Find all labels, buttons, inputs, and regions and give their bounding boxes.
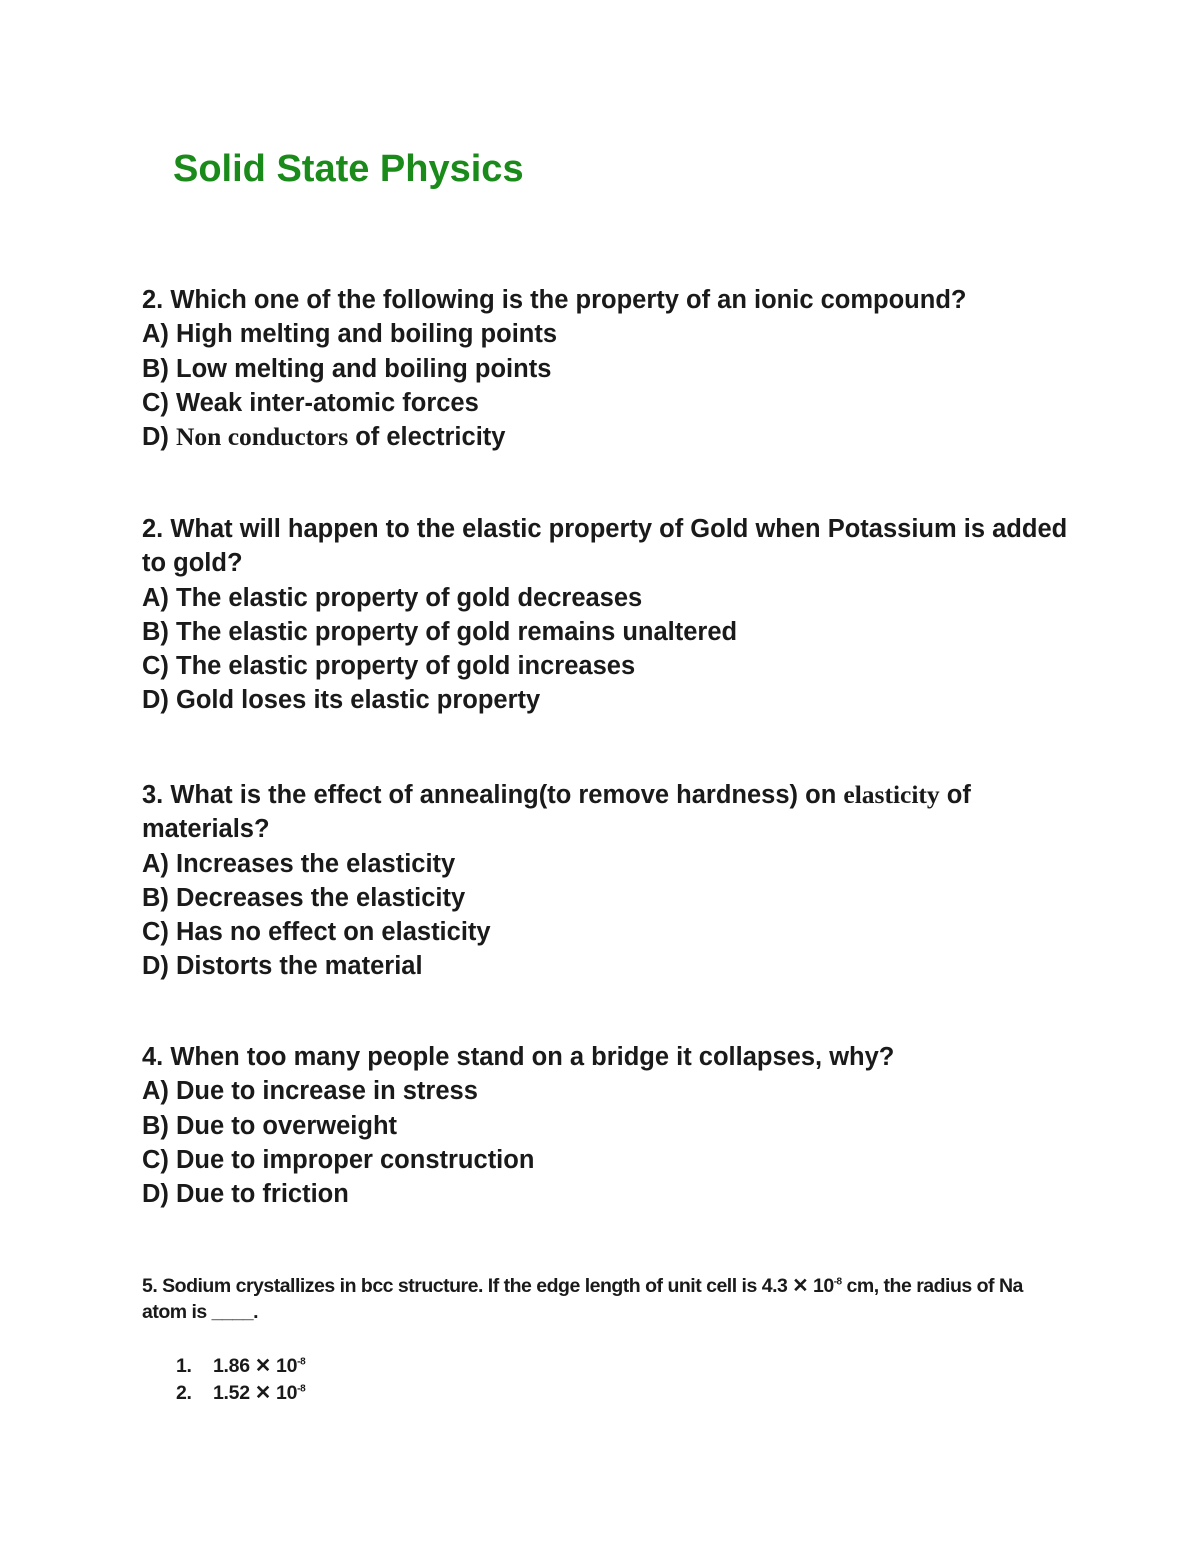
question-text bbox=[142, 778, 1072, 847]
question-2 bbox=[142, 512, 1072, 718]
question-text: 2. What will happen to the elastic property of Gold when Potassium is added to gold? bbox=[142, 515, 1068, 578]
list-value bbox=[213, 1380, 305, 1407]
option-a: A) Increases the elasticity bbox=[142, 849, 456, 878]
option-d: D) Due to friction bbox=[142, 1180, 349, 1209]
question-text-prefix: 3. What is the effect of annealing(to remove hardness) on bbox=[142, 781, 844, 809]
exponent: -8 bbox=[297, 1383, 306, 1395]
option-b: B) Low melting and boiling points bbox=[142, 354, 552, 383]
option-b: B) Decreases the elasticity bbox=[142, 883, 466, 912]
list-item bbox=[176, 1353, 305, 1380]
value-text: 1.52 ✕ 10 bbox=[213, 1382, 298, 1404]
option-a: A) Due to increase in stress bbox=[142, 1077, 478, 1106]
option-b: B) The elastic property of gold remains unaltered bbox=[142, 617, 738, 646]
question-1 bbox=[142, 283, 1072, 454]
answer-list bbox=[176, 1353, 305, 1407]
question-text-after: cm, the radius of Na atom is ____. bbox=[142, 1275, 1023, 1323]
page-title: Solid State Physics bbox=[173, 148, 524, 190]
list-number: 1. bbox=[176, 1355, 192, 1377]
list-number: 2. bbox=[176, 1382, 192, 1404]
option-d: D) Distorts the material bbox=[142, 952, 423, 981]
option-a: A) High melting and boiling points bbox=[142, 320, 558, 349]
option-c: C) Has no effect on elasticity bbox=[142, 918, 491, 947]
option-d bbox=[142, 420, 1072, 454]
question-text-suffix: of materials? bbox=[142, 781, 971, 844]
option-b: B) Due to overweight bbox=[142, 1111, 398, 1140]
exponent: -8 bbox=[833, 1276, 842, 1288]
option-d-suffix: of electricity bbox=[348, 423, 506, 452]
question-text bbox=[142, 1273, 1062, 1325]
option-c: C) Weak inter-atomic forces bbox=[142, 388, 479, 417]
list-value bbox=[213, 1353, 305, 1380]
option-c: C) The elastic property of gold increases bbox=[142, 652, 636, 681]
option-c: C) Due to improper construction bbox=[142, 1145, 535, 1174]
list-item bbox=[176, 1380, 305, 1407]
option-d-prefix: D) bbox=[142, 423, 176, 452]
question-text-before: 5. Sodium crystallizes in bcc structure. If the edge length of unit cell is 4.3 ✕ 10 bbox=[142, 1275, 834, 1297]
exponent: -8 bbox=[297, 1356, 306, 1368]
question-5 bbox=[142, 1273, 1062, 1325]
option-d-serif-text: Non conductors bbox=[176, 422, 349, 452]
value-text: 1.86 ✕ 10 bbox=[213, 1355, 298, 1377]
question-3 bbox=[142, 778, 1072, 984]
question-text: 4. When too many people stand on a bridge it collapses, why? bbox=[142, 1043, 895, 1071]
question-text-serif: elasticity bbox=[843, 780, 940, 809]
option-d: D) Gold loses its elastic property bbox=[142, 686, 541, 715]
question-4 bbox=[142, 1040, 1072, 1211]
option-a: A) The elastic property of gold decreases bbox=[142, 583, 643, 612]
question-text: 2. Which one of the following is the property of an ionic compound? bbox=[142, 286, 967, 314]
